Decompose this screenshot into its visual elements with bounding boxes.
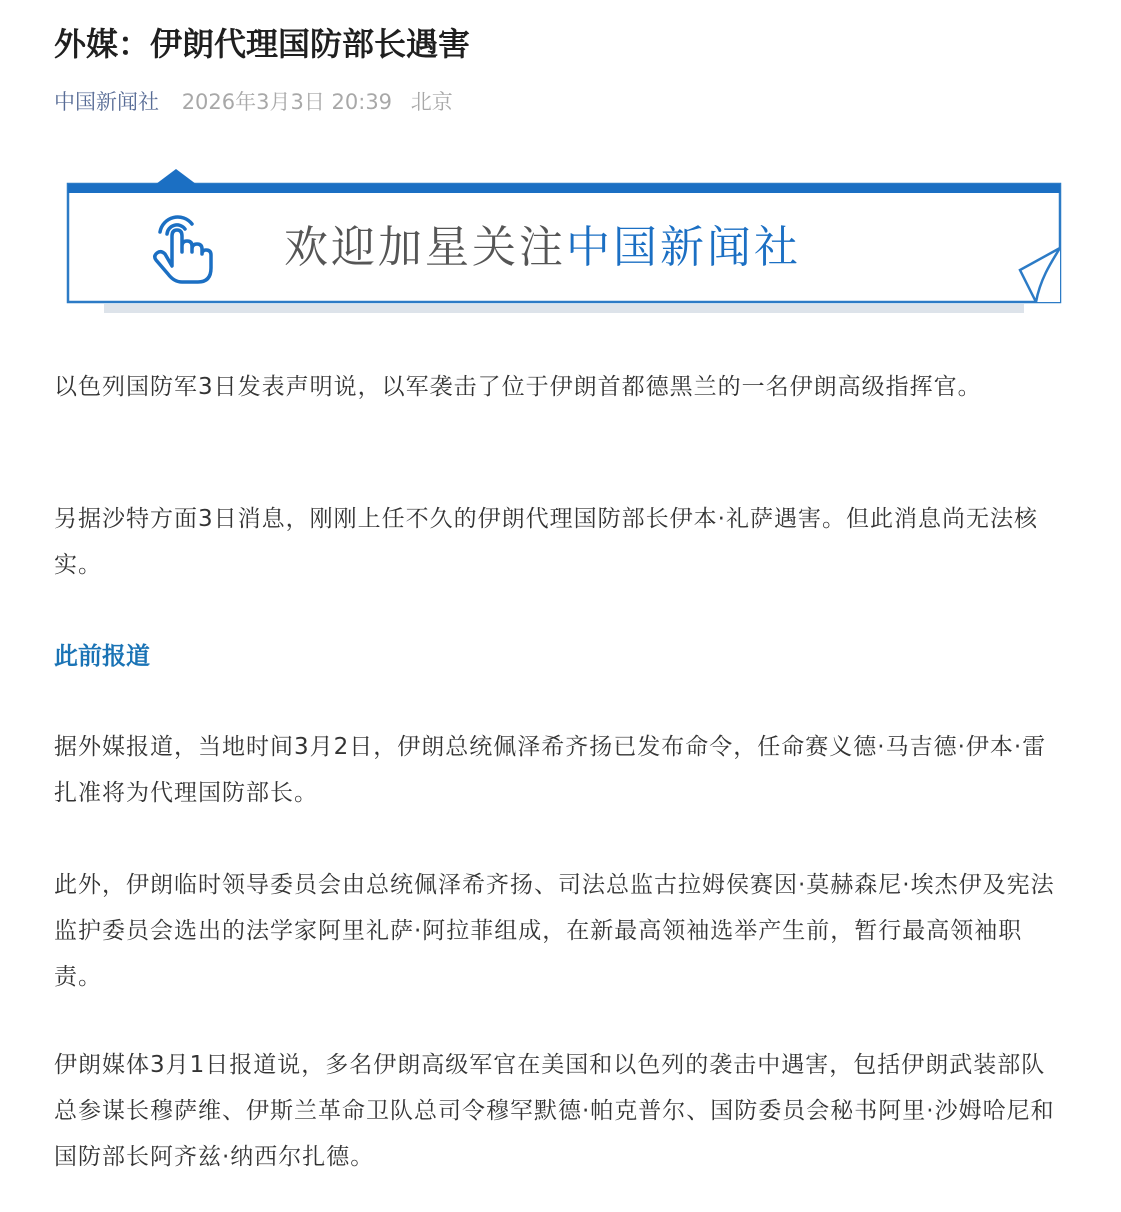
article-title: 外媒：伊朗代理国防部长遇害 <box>54 25 471 63</box>
paragraph-5: 伊朗媒体3月1日报道说，多名伊朗高级军官在美国和以色列的袭击中遇害，包括伊朗武装部队总参谋长穆萨维、伊斯兰革命卫队总司令穆罕默德·帕克普尔、国防委员会秘书阿里·沙姆哈尼和国防部长阿齐兹·纳西尔扎德。 <box>54 1052 1055 1170</box>
paragraph-3: 据外媒报道，当地时间3月2日，伊朗总统佩泽希齐扬已发布命令，任命赛义德·马吉德·伊本·雷扎准将为代理国防部长。 <box>54 734 1047 806</box>
paragraph-1: 以色列国防军3日发表声明说，以军袭击了位于伊朗首都德黑兰的一名伊朗高级指挥官。 <box>54 374 982 400</box>
article-meta <box>54 86 453 118</box>
section-heading: 此前报道 <box>54 642 150 670</box>
follow-banner[interactable] <box>66 166 1066 316</box>
publish-location: 北京 <box>410 90 453 114</box>
source-link[interactable]: 中国新闻社 <box>54 90 159 114</box>
banner-text <box>284 216 801 280</box>
hand-pointer-icon <box>150 210 216 286</box>
banner-brand-text: 中国新闻社 <box>566 222 801 273</box>
paragraph-2: 另据沙特方面3日消息，刚刚上任不久的伊朗代理国防部长伊本·礼萨遇害。但此消息尚无法核实。 <box>54 506 1038 578</box>
paragraph-4: 此外，伊朗临时领导委员会由总统佩泽希齐扬、司法总监古拉姆侯赛因·莫赫森尼·埃杰伊及宪法监护委员会选出的法学家阿里礼萨·阿拉菲组成，在新最高领袖选举产生前，暂行最高领袖职责。 <box>54 872 1055 990</box>
banner-welcome-text: 欢迎加星关注 <box>284 222 566 273</box>
publish-time: 2026年3月3日 20:39 <box>181 90 393 114</box>
